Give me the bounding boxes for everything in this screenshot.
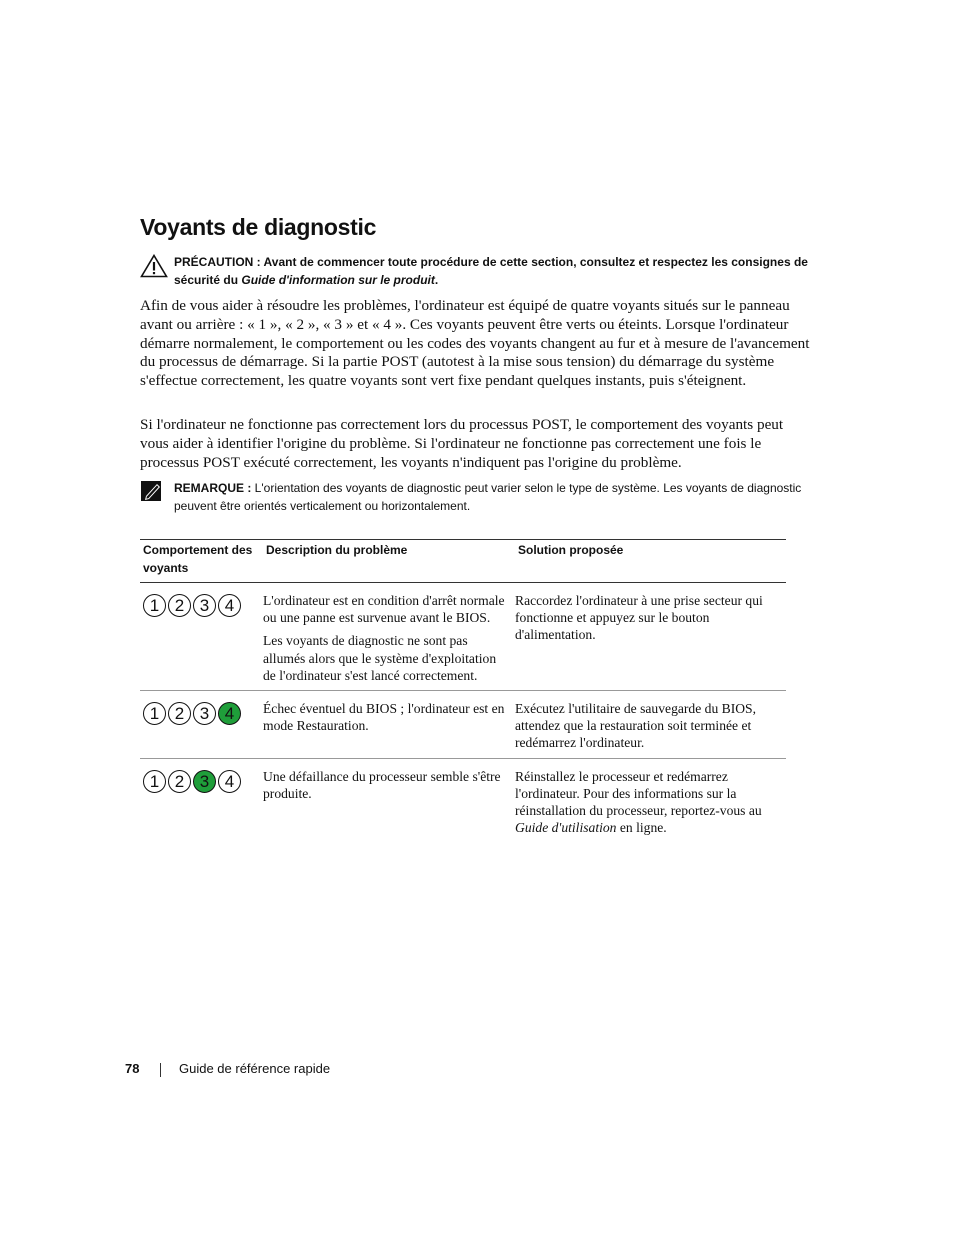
led-pattern-cell	[140, 583, 263, 691]
led-2-icon: 2	[168, 702, 191, 725]
description-text: Une défaillance du processeur semble s'être produite.	[263, 768, 501, 801]
table-row	[140, 758, 786, 842]
description-text: L'ordinateur est en condition d'arrêt normale ou une panne est survenue avant le BIOS.	[263, 593, 505, 626]
led-2-icon: 2	[168, 770, 191, 793]
led-4-icon: 4	[218, 594, 241, 617]
pencil-note-icon	[140, 480, 164, 502]
led-4-icon: 4	[218, 770, 241, 793]
solution-cell	[515, 583, 786, 691]
page-number: 78	[125, 1061, 140, 1076]
footer-separator	[160, 1063, 161, 1077]
solution-text: Exécutez l'utilitaire de sauvegarde du BIOS, attendez que la restauration soit terminée et redémarrez l'ordinateur.	[515, 701, 757, 751]
led-1-icon: 1	[143, 594, 166, 617]
led-1-icon: 1	[143, 770, 166, 793]
caution-end: .	[434, 272, 439, 287]
table-header-row	[140, 540, 786, 583]
solution-guide-title: Guide d'utilisation	[515, 820, 617, 836]
solution-text-start: Réinstallez le processeur et redémarrez l'ordinateur. Pour des informations sur la réinstallation du processeur, reportez-vous au	[515, 768, 762, 819]
footer-title: Guide de référence rapide	[179, 1061, 331, 1076]
led-pattern	[143, 702, 257, 725]
led-3-icon: 3	[193, 770, 216, 793]
description-cell	[263, 758, 515, 842]
note-body: L'orientation des voyants de diagnostic peut varier selon le type de système. Les voyants de diagnostic peuvent être orientés verticalement ou horizontalement.	[174, 481, 802, 513]
table-row	[140, 691, 786, 759]
post-paragraph: Si l'ordinateur ne fonctionne pas correctement lors du processus POST, le comportement des voyants peut vous aider à identifier l'origine du problème. Si l'ordinateur ne fonctionne pas correctement une fois le processus POST exécuté correctement, les voyants n'indiquent pas l'origine du problème.	[140, 416, 784, 471]
caution-body: Avant de commencer toute procédure de cette section, consultez et respectez les consignes de sécurité du	[174, 255, 808, 287]
note-block	[140, 480, 812, 515]
led-pattern	[143, 770, 257, 793]
page-title: Voyants de diagnostic	[140, 214, 377, 240]
caution-label: PRÉCAUTION :	[174, 255, 261, 269]
description-cell	[263, 691, 515, 759]
solution-cell	[515, 758, 786, 842]
solution-cell	[515, 691, 786, 759]
header-problem-description: Description du problème	[263, 540, 515, 583]
warning-triangle-icon	[140, 254, 168, 278]
description-text: Les voyants de diagnostic ne sont pas allumés alors que le système d'exploitation de l'ordinateur s'est lancé correctement.	[263, 633, 497, 683]
header-led-behavior: Comportement des voyants	[140, 540, 263, 583]
description-text: Échec éventuel du BIOS ; l'ordinateur est en mode Restauration.	[263, 701, 505, 734]
led-pattern-cell	[140, 758, 263, 842]
caution-guide-title: Guide d'information sur le produit	[241, 272, 435, 287]
note-text	[174, 480, 812, 515]
led-4-icon: 4	[218, 702, 241, 725]
led-pattern	[143, 594, 257, 617]
table-row	[140, 583, 786, 691]
solution-text	[515, 768, 780, 837]
led-1-icon: 1	[143, 702, 166, 725]
caution-block	[140, 254, 812, 289]
header-suggested-solution: Solution proposée	[515, 540, 786, 583]
led-3-icon: 3	[193, 594, 216, 617]
caution-text	[174, 254, 812, 289]
led-pattern-cell	[140, 691, 263, 759]
led-3-icon: 3	[193, 702, 216, 725]
diagnostic-table	[140, 539, 786, 842]
solution-text: Raccordez l'ordinateur à une prise secteur qui fonctionne et appuyez sur le bouton d'alimentation.	[515, 593, 763, 643]
note-label: REMARQUE :	[174, 481, 252, 495]
intro-paragraph: Afin de vous aider à résoudre les problèmes, l'ordinateur est équipé de quatre voyants situés sur le panneau avant ou arrière : « 1 », « 2 », « 3 » et « 4 ». Ces voyants peuvent être verts ou éteints. Lorsque l'ordinateur démarre normalement, le comportement ou les codes des voyants changent au fur et à mesure de l'avancement du processus de démarrage. Si la partie POST (autotest à la mise sous tension) du démarrage du système s'effectue correctement, les quatre voyants sont vert fixe pendant quelques instants, puis s'éteignent.	[140, 297, 810, 390]
description-cell	[263, 583, 515, 691]
solution-text-end: en ligne.	[616, 820, 667, 836]
led-2-icon: 2	[168, 594, 191, 617]
